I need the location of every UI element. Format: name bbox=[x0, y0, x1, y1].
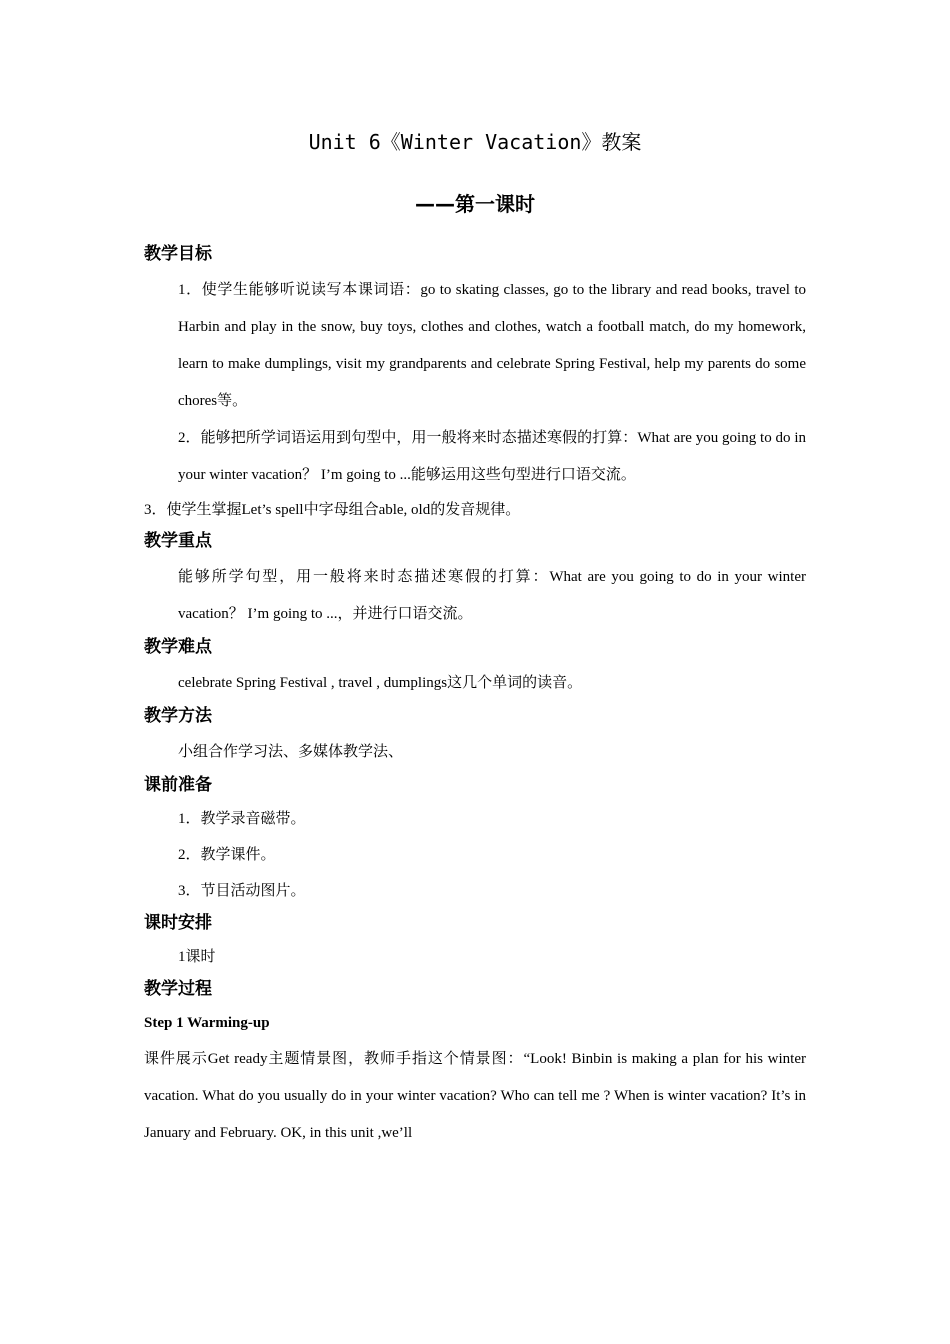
methods-text: 小组合作学习法、多媒体教学法、 bbox=[178, 744, 404, 760]
document-title: Unit 6《Winter Vacation》教案 bbox=[308, 130, 642, 154]
section-heading-difficulties: 教学难点 bbox=[144, 637, 212, 657]
difficulties-text: celebrate Spring Festival , travel , dumplings这几个单词的读音。 bbox=[178, 675, 583, 691]
section-heading-process: 教学过程 bbox=[144, 979, 212, 999]
key-points-text: 能够所学句型，用一般将来时态描述寒假的打算：What are you going to do in your winter vacation？ I’m going to ...，并进行口语交流。 bbox=[178, 569, 806, 622]
step-1-text: 课件展示Get ready主题情景图，教师手指这个情景图：“Look! Binbin is making a plan for his winter vacation. What do you usually do in your winter vacation? Who can tell me ? When is winter vacation? It’s in January and February. OK, in this unit ,we’ll bbox=[144, 1051, 806, 1141]
objective-item-1: 1．使学生能够听说读写本课词语：go to skating classes, go to the library and read books, travel to Harbin and play in the snow, buy toys, clothes and clothes, watch a football match, do my homework, learn to make dumplings, visit my grandparents and celebrate Spring Festival, help my parents do some chores等。 bbox=[178, 282, 806, 409]
section-heading-preparation: 课前准备 bbox=[144, 775, 212, 795]
section-heading-key-points: 教学重点 bbox=[144, 531, 212, 551]
document-subtitle: ——第一课时 bbox=[415, 192, 535, 216]
section-heading-methods: 教学方法 bbox=[144, 706, 212, 726]
step-1-title: Step 1 Warming-up bbox=[144, 1015, 270, 1031]
objective-item-2: 2．能够把所学词语运用到句型中，用一般将来时态描述寒假的打算：What are you going to do in your winter vacation？ I’m going to ...能够运用这些句型进行口语交流。 bbox=[178, 430, 806, 483]
document-body bbox=[144, 240, 806, 1152]
schedule-text: 1课时 bbox=[178, 949, 216, 965]
section-heading-objectives: 教学目标 bbox=[144, 244, 212, 264]
preparation-item-1: 1．教学录音磁带。 bbox=[178, 811, 306, 827]
section-heading-schedule: 课时安排 bbox=[144, 913, 212, 933]
objective-item-3: 3．使学生掌握Let’s spell中字母组合able, old的发音规律。 bbox=[144, 502, 521, 518]
preparation-item-2: 2．教学课件。 bbox=[178, 847, 276, 863]
preparation-item-3: 3．节目活动图片。 bbox=[178, 883, 306, 899]
